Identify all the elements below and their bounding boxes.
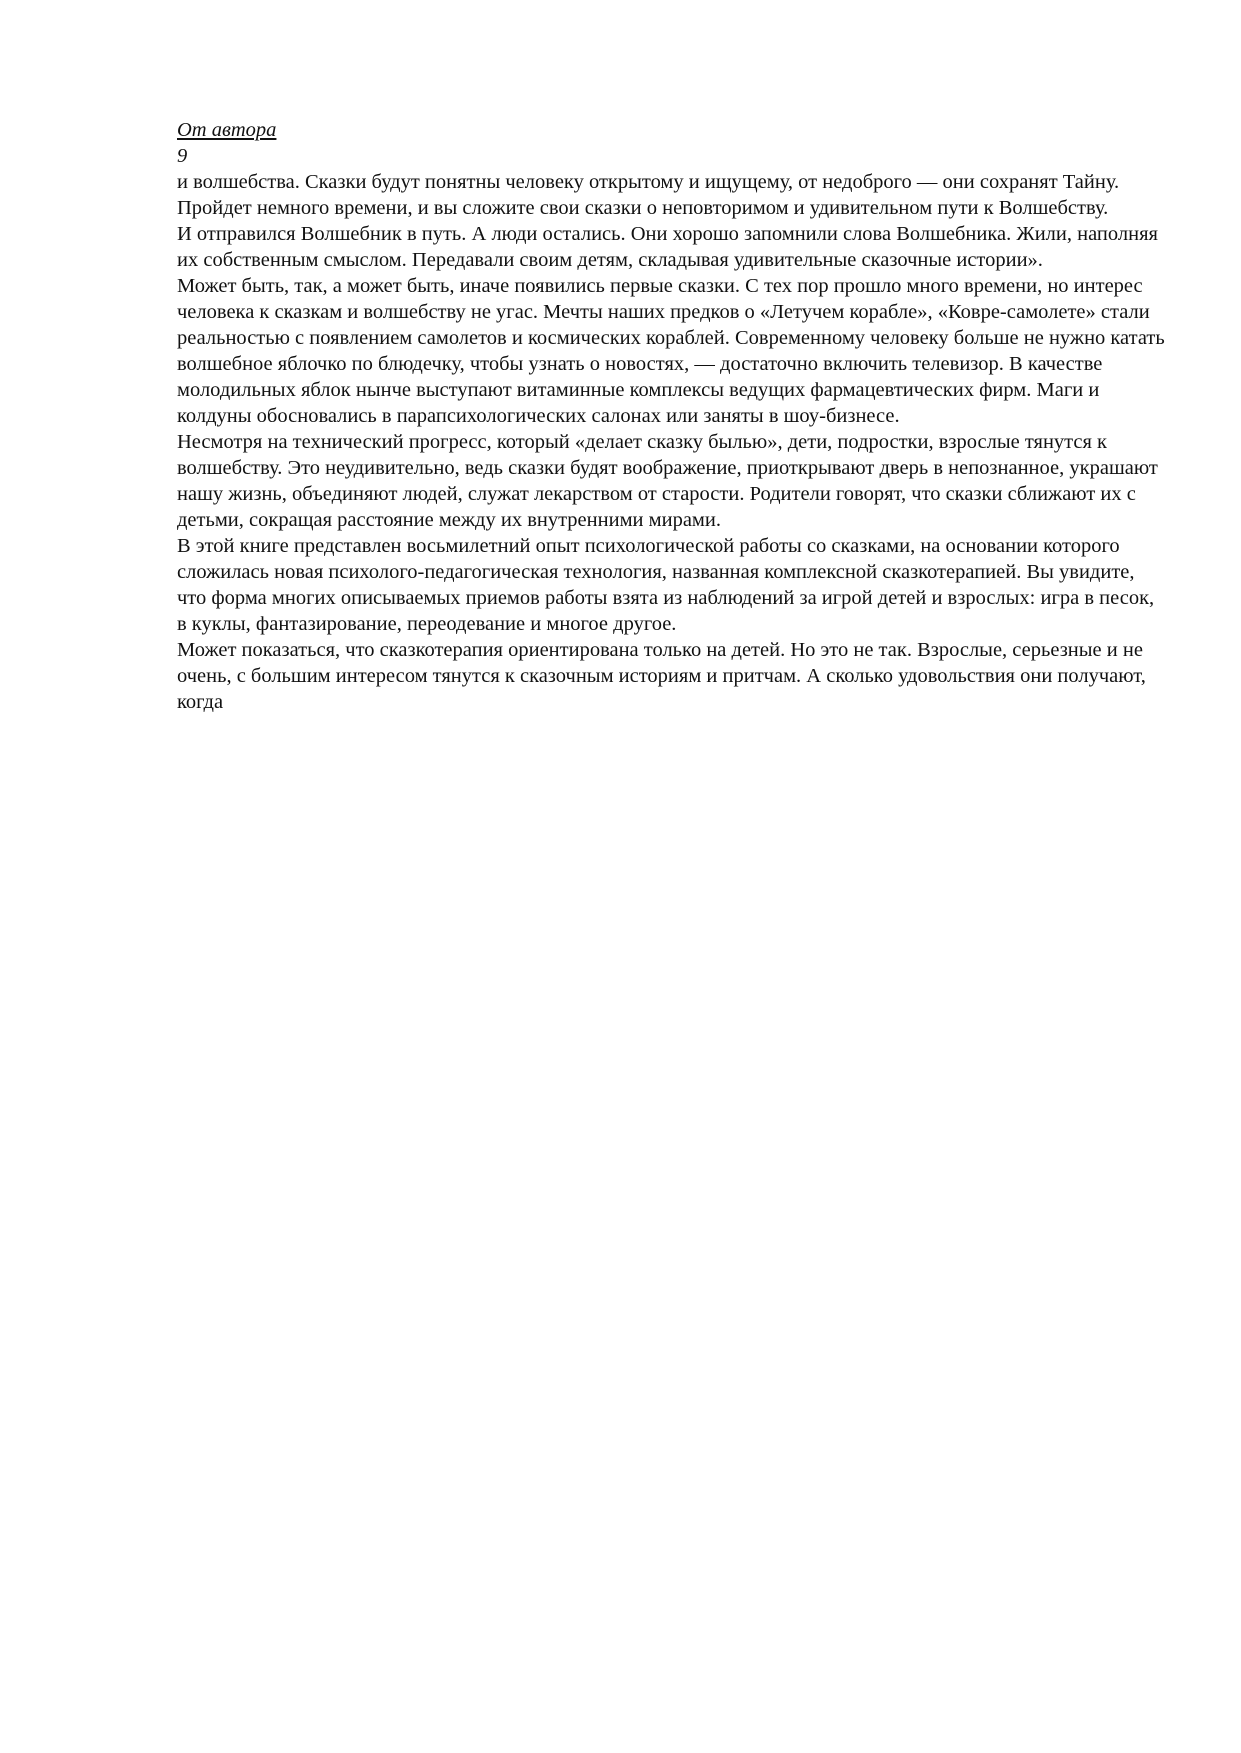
paragraph: Пройдет немного времени, и вы сложите свои сказки о неповторимом и удивительном пути к Волшебству. [177,197,1109,219]
section-title: От автора [177,119,277,141]
paragraph: И отправился Волшебник в путь. А люди остались. Они хорошо запомнили слова Волшебника. Жили, наполняя их собственным смыслом. Передавали своим детям, складывая удивительные сказочные истории». [177,223,1158,271]
text-block [177,117,1167,715]
page-number: 9 [177,145,188,167]
paragraph: Несмотря на технический прогресс, который «делает сказку былью», дети, подростки, взрослые тянутся к волшебству. Это неудивительно, ведь сказки будят воображение, приоткрывают дверь в непознанное, украшают нашу жизнь, объединяют людей, служат лекарством от старости. Родители говорят, что сказки сближают их с детьми, сокращая расстояние между их внутренними мирами. [177,431,1158,531]
paragraph: Может показаться, что сказкотерапия ориентирована только на детей. Но это не так. Взрослые, серьезные и не очень, с большим интересом тянутся к сказочным историям и притчам. А сколько удовольствия они получают, когда [177,639,1146,713]
paragraph: и волшебства. Сказки будут понятны человеку открытому и ищущему, от недоброго — они сохранят Тайну. [177,171,1120,193]
paragraph: Может быть, так, а может быть, иначе появились первые сказки. С тех пор прошло много времени, но интерес человека к сказкам и волшебству не угас. Мечты наших предков о «Летучем корабле», «Ковре-самолете» стали реальностью с появлением самолетов и космических кораблей. Современному человеку больше не нужно катать волшебное яблочко по блюдечку, чтобы узнать о новостях, — достаточно включить телевизор. В качестве молодильных яблок нынче выступают витаминные комплексы ведущих фармацевтических фирм. Маги и колдуны обосновались в парапсихологических салонах или заняты в шоу-бизнесе. [177,275,1165,427]
paragraph: В этой книге представлен восьмилетний опыт психологической работы со сказками, на основании которого сложилась новая психолого-педагогическая технология, названная комплексной сказкотерапией. Вы увидите, что форма многих описываемых приемов работы взята из наблюдений за игрой детей и взрослых: игра в песок, в куклы, фантазирование, переодевание и многое другое. [177,535,1155,635]
